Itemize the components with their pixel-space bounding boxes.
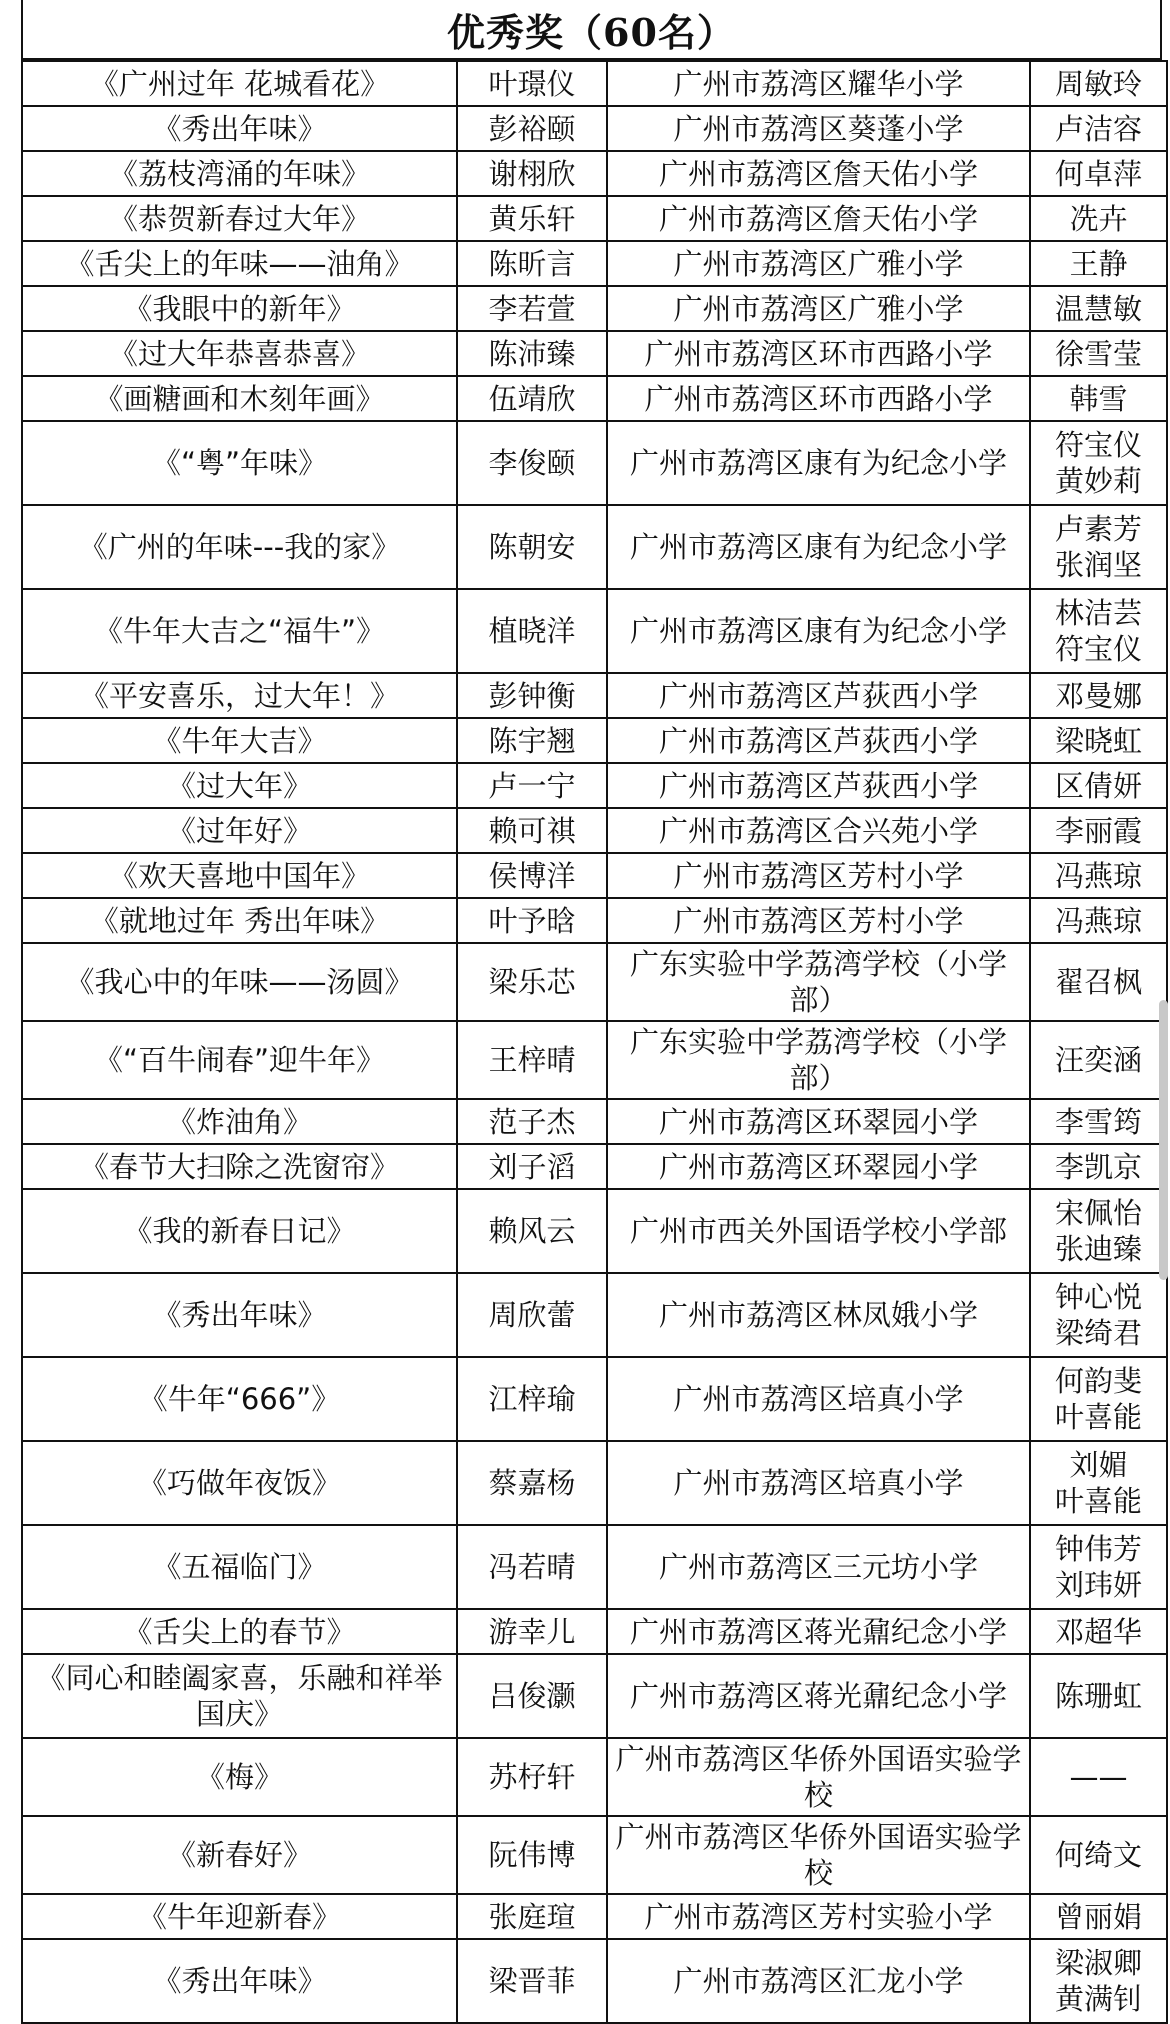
school-cell: 广州市荔湾区康有为纪念小学 [607,505,1030,589]
student-name-cell: 范子杰 [457,1099,607,1144]
student-name-cell: 蔡嘉杨 [457,1441,607,1525]
table-row [22,898,1167,943]
teacher-cell: 刘媚 叶喜能 [1030,1441,1167,1525]
table-row [22,151,1167,196]
teacher-cell: 何卓萍 [1030,151,1167,196]
teacher-cell: 冯燕琼 [1030,853,1167,898]
work-title-cell: 《“粤”年味》 [22,421,457,505]
teacher-cell: 冯燕琼 [1030,898,1167,943]
teacher-cell: 汪奕涵 [1030,1021,1167,1099]
school-cell: 广州市荔湾区林凤娥小学 [607,1273,1030,1357]
school-cell: 广州市荔湾区葵蓬小学 [607,106,1030,151]
work-title-cell: 《炸油角》 [22,1099,457,1144]
student-name-cell: 刘子滔 [457,1144,607,1189]
table-row [22,853,1167,898]
page-title: 优秀奖（60名） [21,0,1162,60]
table-row [22,421,1167,505]
table-row [22,241,1167,286]
table-row [22,1021,1167,1099]
work-title-cell: 《舌尖上的春节》 [22,1609,457,1654]
teacher-cell: 梁晓虹 [1030,718,1167,763]
table-row [22,505,1167,589]
school-cell: 广州市荔湾区广雅小学 [607,241,1030,286]
school-cell: 广州市荔湾区芳村小学 [607,898,1030,943]
work-title-cell: 《牛年大吉之“福牛”》 [22,589,457,673]
school-cell: 广州市荔湾区环翠园小学 [607,1099,1030,1144]
student-name-cell: 彭裕颐 [457,106,607,151]
teacher-cell: 区倩妍 [1030,763,1167,808]
teacher-cell: 李丽霞 [1030,808,1167,853]
work-title-cell: 《过年好》 [22,808,457,853]
student-name-cell: 叶予晗 [457,898,607,943]
teacher-cell: 陈珊虹 [1030,1654,1167,1738]
school-cell: 广州市荔湾区广雅小学 [607,286,1030,331]
student-name-cell: 梁晋菲 [457,1939,607,2023]
work-title-cell: 《春节大扫除之洗窗帘》 [22,1144,457,1189]
student-name-cell: 彭钟衡 [457,673,607,718]
school-cell: 广州市荔湾区三元坊小学 [607,1525,1030,1609]
school-cell: 广州市荔湾区芦荻西小学 [607,763,1030,808]
work-title-cell: 《牛年“666”》 [22,1357,457,1441]
work-title-cell: 《秀出年味》 [22,1939,457,2023]
work-title-cell: 《巧做年夜饭》 [22,1441,457,1525]
student-name-cell: 陈昕言 [457,241,607,286]
school-cell: 广州市荔湾区环市西路小学 [607,376,1030,421]
teacher-cell: —— [1030,1738,1167,1816]
work-title-cell: 《同心和睦阖家喜，乐融和祥举国庆》 [22,1654,457,1738]
teacher-cell: 林洁芸 符宝仪 [1030,589,1167,673]
table-row [22,1144,1167,1189]
table-row [22,1525,1167,1609]
school-cell: 广州市荔湾区詹天佑小学 [607,151,1030,196]
school-cell: 广州市荔湾区芳村小学 [607,853,1030,898]
student-name-cell: 卢一宁 [457,763,607,808]
school-cell: 广州市荔湾区芦荻西小学 [607,718,1030,763]
school-cell: 广州市荔湾区耀华小学 [607,61,1030,106]
work-title-cell: 《我眼中的新年》 [22,286,457,331]
work-title-cell: 《牛年迎新春》 [22,1894,457,1939]
work-title-cell: 《广州的年味---我的家》 [22,505,457,589]
student-name-cell: 张庭瑄 [457,1894,607,1939]
student-name-cell: 王梓晴 [457,1021,607,1099]
table-row [22,1273,1167,1357]
table-row [22,286,1167,331]
student-name-cell: 李若萱 [457,286,607,331]
table-row [22,1441,1167,1525]
teacher-cell: 李雪筠 [1030,1099,1167,1144]
table-row [22,763,1167,808]
student-name-cell: 冯若晴 [457,1525,607,1609]
table-row [22,808,1167,853]
school-cell: 广州市荔湾区汇龙小学 [607,1939,1030,2023]
teacher-cell: 韩雪 [1030,376,1167,421]
teacher-cell: 钟伟芳 刘玮妍 [1030,1525,1167,1609]
table-row [22,1654,1167,1738]
work-title-cell: 《过大年》 [22,763,457,808]
school-cell: 广州市荔湾区康有为纪念小学 [607,589,1030,673]
table-row [22,1738,1167,1816]
student-name-cell: 植晓洋 [457,589,607,673]
table-row [22,718,1167,763]
work-title-cell: 《牛年大吉》 [22,718,457,763]
student-name-cell: 陈宇翘 [457,718,607,763]
table-row [22,673,1167,718]
table-row [22,1189,1167,1273]
school-cell: 广东实验中学荔湾学校（小学部） [607,943,1030,1021]
student-name-cell: 苏杍轩 [457,1738,607,1816]
teacher-cell: 钟心悦 梁绮君 [1030,1273,1167,1357]
student-name-cell: 阮伟博 [457,1816,607,1894]
work-title-cell: 《画糖画和木刻年画》 [22,376,457,421]
teacher-cell: 曾丽娟 [1030,1894,1167,1939]
school-cell: 广东实验中学荔湾学校（小学部） [607,1021,1030,1099]
table-row [22,106,1167,151]
teacher-cell: 卢洁容 [1030,106,1167,151]
student-name-cell: 周欣蕾 [457,1273,607,1357]
table-row [22,196,1167,241]
teacher-cell: 邓曼娜 [1030,673,1167,718]
school-cell: 广州市荔湾区培真小学 [607,1441,1030,1525]
work-title-cell: 《秀出年味》 [22,1273,457,1357]
awards-table-body [22,61,1167,2023]
student-name-cell: 江梓瑜 [457,1357,607,1441]
school-cell: 广州市荔湾区蒋光鼐纪念小学 [607,1609,1030,1654]
work-title-cell: 《“百牛闹春”迎牛年》 [22,1021,457,1099]
work-title-cell: 《秀出年味》 [22,106,457,151]
teacher-cell: 李凯京 [1030,1144,1167,1189]
teacher-cell: 邓超华 [1030,1609,1167,1654]
teacher-cell: 何韵斐 叶喜能 [1030,1357,1167,1441]
school-cell: 广州市荔湾区蒋光鼐纪念小学 [607,1654,1030,1738]
work-title-cell: 《我的新春日记》 [22,1189,457,1273]
work-title-cell: 《荔枝湾涌的年味》 [22,151,457,196]
teacher-cell: 何绮文 [1030,1816,1167,1894]
student-name-cell: 梁乐芯 [457,943,607,1021]
table-row [22,1357,1167,1441]
table-row [22,331,1167,376]
teacher-cell: 周敏玲 [1030,61,1167,106]
school-cell: 广州市荔湾区芳村实验小学 [607,1894,1030,1939]
student-name-cell: 吕俊灏 [457,1654,607,1738]
table-row [22,1939,1167,2023]
teacher-cell: 符宝仪 黄妙莉 [1030,421,1167,505]
work-title-cell: 《过大年恭喜恭喜》 [22,331,457,376]
student-name-cell: 谢栩欣 [457,151,607,196]
school-cell: 广州市荔湾区培真小学 [607,1357,1030,1441]
student-name-cell: 游幸儿 [457,1609,607,1654]
teacher-cell: 温慧敏 [1030,286,1167,331]
teacher-cell: 翟召枫 [1030,943,1167,1021]
student-name-cell: 陈朝安 [457,505,607,589]
student-name-cell: 陈沛臻 [457,331,607,376]
school-cell: 广州市荔湾区环翠园小学 [607,1144,1030,1189]
teacher-cell: 王静 [1030,241,1167,286]
table-row [22,1894,1167,1939]
school-cell: 广州市荔湾区合兴苑小学 [607,808,1030,853]
teacher-cell: 梁淑卿 黄满钊 [1030,1939,1167,2023]
work-title-cell: 《欢天喜地中国年》 [22,853,457,898]
table-row [22,376,1167,421]
work-title-cell: 《平安喜乐，过大年！》 [22,673,457,718]
table-row [22,1609,1167,1654]
table-row [22,1099,1167,1144]
scrollbar-thumb[interactable] [1159,1000,1168,1280]
student-name-cell: 赖风云 [457,1189,607,1273]
student-name-cell: 赖可祺 [457,808,607,853]
table-row [22,61,1167,106]
school-cell: 广州市荔湾区华侨外国语实验学校 [607,1816,1030,1894]
teacher-cell: 宋佩怡 张迪臻 [1030,1189,1167,1273]
school-cell: 广州市荔湾区芦荻西小学 [607,673,1030,718]
work-title-cell: 《五福临门》 [22,1525,457,1609]
student-name-cell: 黄乐轩 [457,196,607,241]
school-cell: 广州市荔湾区环市西路小学 [607,331,1030,376]
awards-table [21,60,1168,2024]
teacher-cell: 冼卉 [1030,196,1167,241]
work-title-cell: 《就地过年 秀出年味》 [22,898,457,943]
table-row [22,589,1167,673]
school-cell: 广州市荔湾区华侨外国语实验学校 [607,1738,1030,1816]
work-title-cell: 《广州过年 花城看花》 [22,61,457,106]
teacher-cell: 徐雪莹 [1030,331,1167,376]
table-row [22,1816,1167,1894]
award-sheet [21,0,1162,2024]
work-title-cell: 《舌尖上的年味——油角》 [22,241,457,286]
table-row [22,943,1167,1021]
work-title-cell: 《梅》 [22,1738,457,1816]
student-name-cell: 李俊颐 [457,421,607,505]
work-title-cell: 《恭贺新春过大年》 [22,196,457,241]
work-title-cell: 《我心中的年味——汤圆》 [22,943,457,1021]
student-name-cell: 侯博洋 [457,853,607,898]
work-title-cell: 《新春好》 [22,1816,457,1894]
student-name-cell: 叶璟仪 [457,61,607,106]
school-cell: 广州市荔湾区康有为纪念小学 [607,421,1030,505]
school-cell: 广州市西关外国语学校小学部 [607,1189,1030,1273]
teacher-cell: 卢素芳 张润坚 [1030,505,1167,589]
student-name-cell: 伍靖欣 [457,376,607,421]
school-cell: 广州市荔湾区詹天佑小学 [607,196,1030,241]
